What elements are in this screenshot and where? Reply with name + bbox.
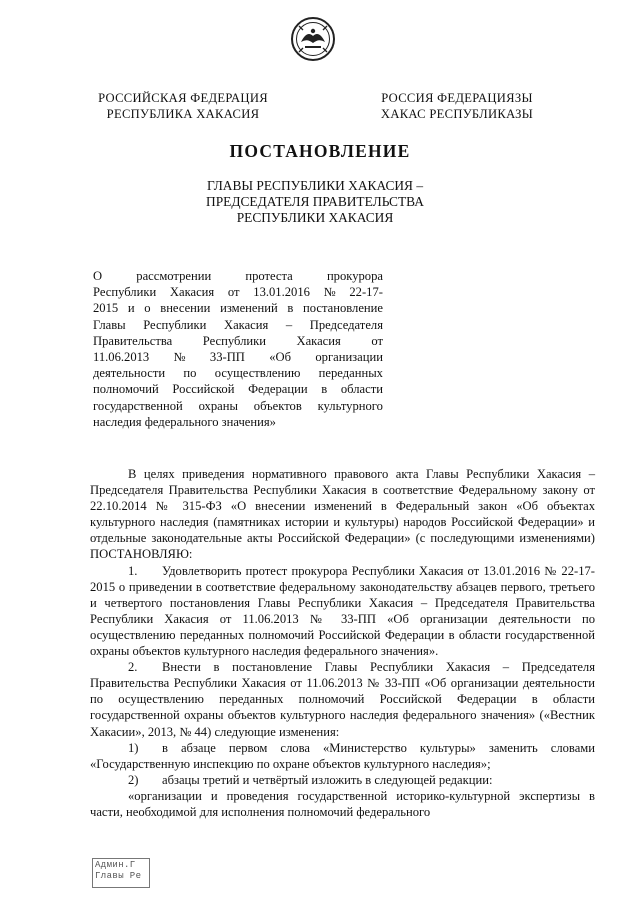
subject-word: внесении xyxy=(160,301,211,316)
authority-line: ГЛАВЫ РЕСПУБЛИКИ ХАКАСИЯ – xyxy=(206,178,424,193)
subject-word: и xyxy=(127,301,135,316)
subject-line xyxy=(93,381,383,397)
subject-line xyxy=(93,349,383,365)
subject-word: постановление xyxy=(303,301,383,316)
subject-word: в xyxy=(321,382,328,397)
subject-word: наследия федерального значения» xyxy=(93,414,276,429)
subject-word: переданных xyxy=(318,366,383,381)
subject-word: объектов xyxy=(253,398,302,413)
stamp-line: Главы Ре xyxy=(95,871,142,881)
subject-word: охраны xyxy=(198,398,238,413)
header-right-line: ХАКАС РЕСПУБЛИКАЗЫ xyxy=(380,107,534,121)
subject-word: № xyxy=(323,285,336,300)
header-khakas-language xyxy=(362,90,552,122)
authority-line: ПРЕДСЕДАТЕЛЯ ПРАВИТЕЛЬСТВА xyxy=(206,194,424,209)
item-2-paragraph xyxy=(90,659,595,739)
subject-word: осуществлению xyxy=(214,366,301,381)
subject-word: Республики xyxy=(143,317,207,332)
subject-line xyxy=(93,398,383,414)
subject-word: от xyxy=(227,285,240,300)
preamble-paragraph: В целях приведения нормативного правового акта Главы Республики Хакасия – Председателя Правительства Республики Хакасия в соответствие Федеральному закону от 22.10.2014 № 315-ФЗ «О внесении изменений в Федеральный закон «Об объектах культурного наследия (памятниках истории и культуры) народов Российской Федерации» и отдельные законодательные акты Российской Федерации» (с последующими изменениями) ПОСТАНОВЛЯЮ: xyxy=(90,467,595,562)
subject-word: полномочий xyxy=(93,382,159,397)
subject-line xyxy=(93,365,383,381)
subject-word: о xyxy=(144,301,151,316)
document-body xyxy=(90,466,595,820)
subject-word: 22-17- xyxy=(349,285,383,300)
registration-stamp xyxy=(92,858,150,888)
subitem-1-paragraph xyxy=(90,740,595,772)
subject-word: Главы xyxy=(93,317,126,332)
subject-word: по xyxy=(183,366,197,381)
subject-line xyxy=(93,268,383,284)
subject-word: Хакасия xyxy=(223,317,269,332)
header-russian-federation xyxy=(88,90,278,122)
subject-word: Республики xyxy=(93,285,157,300)
subject-word: Хакасия xyxy=(296,333,341,348)
subject-word: 2015 xyxy=(93,301,119,316)
item-text: Внести в постановление Главы Республики Хакасия – Председателя Правительства Республики Хакасия от 11.06.2013 № 33-ПП «Об организации деятельности по осуществлению переданных полномочий Российской Федерации в области государственной охраны объектов культурного наследия федерального значения» («Вестник Хакасии», 2013, № 44) следующие изменения: xyxy=(90,660,595,739)
subject-word: «Об xyxy=(269,350,292,365)
issuing-authority xyxy=(150,178,480,226)
subject-word: в xyxy=(287,301,294,316)
subitem-number: 1) xyxy=(128,740,139,755)
subject-word: от xyxy=(371,333,383,348)
quoted-paragraph: «организации и проведения государственной историко-культурной экспертизы в части, необходимой для исполнения полномочий федерального xyxy=(90,788,595,819)
document-subject xyxy=(93,268,383,430)
subject-word: – xyxy=(285,317,293,332)
item-number: 2. xyxy=(128,660,138,675)
subject-word: 13.01.2016 xyxy=(253,285,310,300)
subject-word: Хакасия xyxy=(169,285,215,300)
item-1-paragraph xyxy=(90,563,595,660)
document-type-title: ПОСТАНОВЛЕНИЕ xyxy=(229,141,411,161)
subject-word: 33-ПП xyxy=(209,350,245,365)
subject-line xyxy=(93,333,383,349)
subject-word: рассмотрении xyxy=(136,269,212,283)
subitem-number: 2) xyxy=(128,772,139,787)
header-left-line: РОССИЙСКАЯ ФЕДЕРАЦИЯ xyxy=(98,91,268,105)
header-left-line: РЕСПУБЛИКА ХАКАСИЯ xyxy=(106,107,260,121)
subject-word: № xyxy=(173,350,186,365)
subject-word: области xyxy=(340,382,383,397)
subject-word: прокурора xyxy=(326,269,383,283)
subject-word: изменений xyxy=(220,301,278,316)
subject-word: протеста xyxy=(245,269,293,283)
subject-word: государственной xyxy=(93,398,183,413)
subject-word: организации xyxy=(315,350,383,365)
subject-line xyxy=(93,414,383,430)
stamp-line: Админ.Г xyxy=(95,860,136,870)
subject-word: культурного xyxy=(317,398,383,413)
subject-line xyxy=(93,300,383,316)
item-text: Удовлетворить протест прокурора Республики Хакасия от 13.01.2016 № 22-17-2015 о приведении в соответствие федеральному законодательству абзацев первого, третьего и четвертого постановления Главы Республики Хакасия – Председателя Правительства Республики Хакасия от 11.06.2013 № 33-ПП «Об организации деятельности по осуществлению переданных полномочий Российской Федерации в области государственной охраны объектов культурного наследия федерального значения». xyxy=(90,563,595,659)
subitem-text: в абзаце первом слова «Министерство культуры» заменить словами «Государственную инспекцию по охране объектов культурного наследия»; xyxy=(90,740,595,771)
subject-word: Федерации xyxy=(248,382,308,397)
subject-word: 11.06.2013 xyxy=(93,350,150,365)
subject-word: Правительства xyxy=(93,333,173,348)
subject-line xyxy=(93,317,383,333)
item-number: 1. xyxy=(128,563,138,578)
subject-word: деятельности xyxy=(93,366,166,381)
coat-of-arms-emblem xyxy=(290,16,336,62)
subject-word: Председателя xyxy=(309,317,383,332)
header-right-line: РОССИЯ ФЕДЕРАЦИЯЗЫ xyxy=(381,91,533,105)
subitem-text: абзацы третий и четвёртый изложить в следующей редакции: xyxy=(162,772,493,787)
authority-line: РЕСПУБЛИКИ ХАКАСИЯ xyxy=(236,210,394,225)
subject-line xyxy=(93,284,383,300)
subject-word: Республики xyxy=(202,333,266,348)
subject-word: Российской xyxy=(172,382,235,397)
subject-word: О xyxy=(93,269,103,283)
subitem-2-paragraph xyxy=(90,772,595,788)
